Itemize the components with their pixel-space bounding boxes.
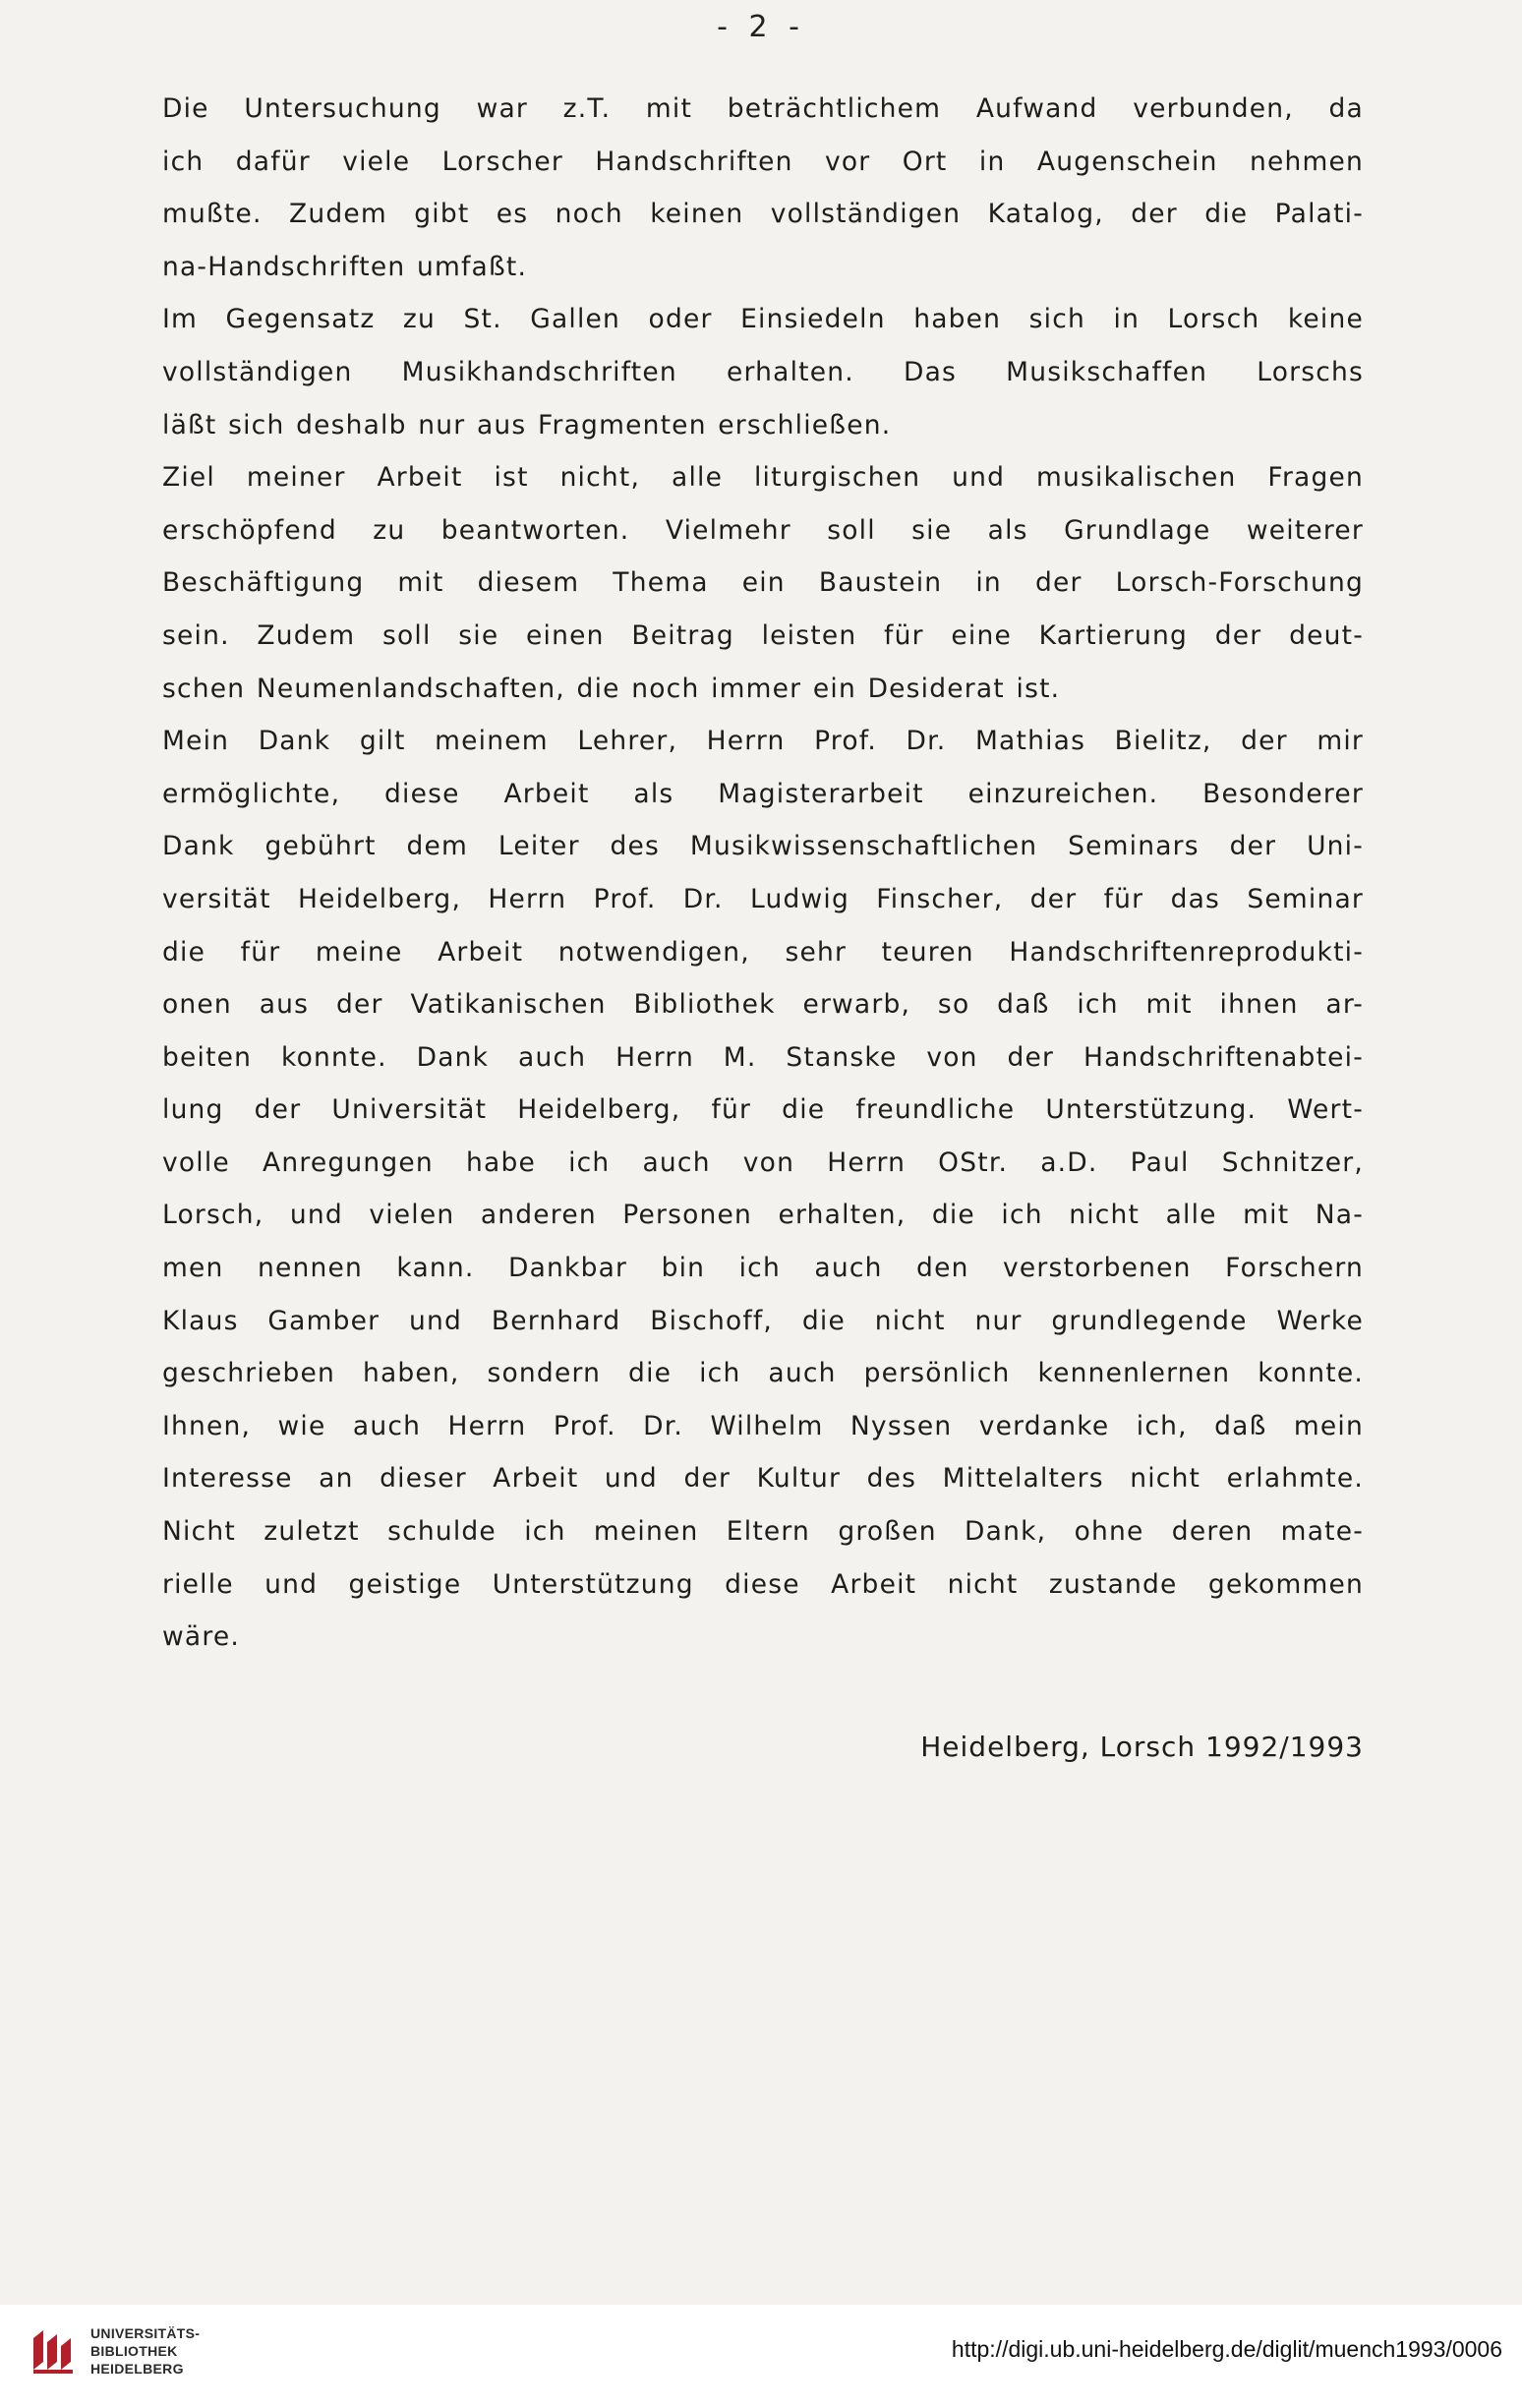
library-name-line: UNIVERSITÄTS-	[90, 2325, 201, 2341]
text-line: versität Heidelberg, Herrn Prof. Dr. Ludwig Finscher, der für das Seminar	[162, 883, 1364, 914]
text-line: sein. Zudem soll sie einen Beitrag leisten für eine Kartierung der deut-	[162, 619, 1364, 651]
text-line: na-Handschriften umfaßt.	[162, 251, 528, 282]
text-line: läßt sich deshalb nur aus Fragmenten erschließen.	[162, 409, 892, 440]
text-line: geschrieben haben, sondern die ich auch persönlich kennenlernen konnte.	[162, 1358, 1364, 1389]
text-line: ich dafür viele Lorscher Handschriften vor Ort in Augenschein nehmen	[162, 146, 1364, 177]
text-line: Klaus Gamber und Bernhard Bischoff, die nicht nur grundlegende Werke	[162, 1305, 1364, 1336]
text-line: onen aus der Vatikanischen Bibliothek erwarb, so daß ich mit ihnen ar-	[162, 989, 1364, 1021]
text-line: men nennen kann. Dankbar bin ich auch den verstorbenen Forschern	[162, 1253, 1364, 1284]
text-line: Nicht zuletzt schulde ich meinen Eltern großen Dank, ohne deren mate-	[162, 1516, 1364, 1548]
text-line: Beschäftigung mit diesem Thema ein Baustein in der Lorsch-Forschung	[162, 567, 1364, 599]
text-line: Im Gegensatz zu St. Gallen oder Einsiedeln haben sich in Lorsch keine	[162, 304, 1364, 335]
text-line: Ziel meiner Arbeit ist nicht, alle liturgischen und musikalischen Fragen	[162, 462, 1364, 494]
body-text	[162, 83, 1364, 1664]
text-line: schen Neumenlandschaften, die noch immer ein Desiderat ist.	[162, 673, 1061, 704]
text-line: mußte. Zudem gibt es noch keinen vollständigen Katalog, der die Palati-	[162, 199, 1364, 230]
footer-bar	[0, 2305, 1522, 2408]
text-line: die für meine Arbeit notwendigen, sehr teuren Handschriftenreprodukti-	[162, 936, 1364, 968]
permalink-url[interactable]: http://digi.ub.uni-heidelberg.de/diglit/muench1993/0006	[951, 2336, 1502, 2362]
text-line: Lorsch, und vielen anderen Personen erhalten, die ich nicht alle mit Na-	[162, 1200, 1364, 1231]
text-line: rielle und geistige Unterstützung diese Arbeit nicht zustande gekommen	[162, 1568, 1364, 1600]
text-line: erschöpfend zu beantworten. Vielmehr soll sie als Grundlage weiterer	[162, 514, 1364, 546]
library-name	[90, 2324, 200, 2378]
text-line: lung der Universität Heidelberg, für die freundliche Unterstützung. Wert-	[162, 1094, 1364, 1126]
text-line: vollständigen Musikhandschriften erhalten. Das Musikschaffen Lorschs	[162, 356, 1364, 387]
text-line: beiten konnte. Dank auch Herrn M. Stanske von der Handschriftenabtei-	[162, 1041, 1364, 1073]
text-line: Die Untersuchung war z.T. mit beträchtlichem Aufwand verbunden, da	[162, 93, 1364, 124]
library-name-line: HEIDELBERG	[90, 2361, 184, 2377]
signature-place-date: Heidelberg, Lorsch 1992/1993	[920, 1731, 1364, 1763]
text-line: Dank gebührt dem Leiter des Musikwissenschaftlichen Seminars der Uni-	[162, 831, 1364, 862]
text-line: wäre.	[162, 1621, 240, 1653]
page-number: - 2 -	[717, 10, 805, 44]
text-line: volle Anregungen habe ich auch von Herrn OStr. a.D. Paul Schnitzer,	[162, 1146, 1364, 1178]
university-library-logo-icon[interactable]	[29, 2326, 81, 2378]
text-line: Mein Dank gilt meinem Lehrer, Herrn Prof. Dr. Mathias Bielitz, der mir	[162, 726, 1364, 757]
text-line: Interesse an dieser Arbeit und der Kultur des Mittelalters nicht erlahmte.	[162, 1463, 1364, 1495]
text-line: Ihnen, wie auch Herrn Prof. Dr. Wilhelm Nyssen verdanke ich, daß mein	[162, 1410, 1364, 1441]
library-name-line: BIBLIOTHEK	[90, 2343, 178, 2359]
text-line: ermöglichte, diese Arbeit als Magisterarbeit einzureichen. Besonderer	[162, 778, 1364, 809]
